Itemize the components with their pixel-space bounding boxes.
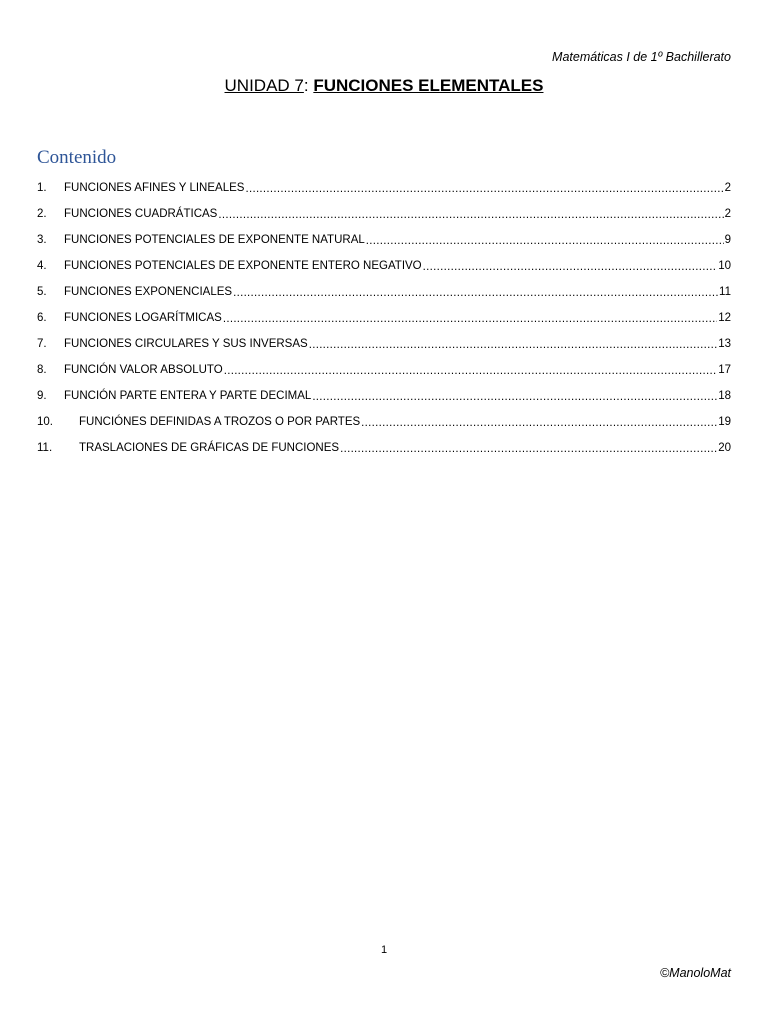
toc-dot-leader <box>340 443 717 455</box>
toc-dot-leader <box>223 313 717 325</box>
toc-entry-title[interactable]: FUNCIÓN VALOR ABSOLUTO <box>64 364 223 376</box>
toc-dot-leader <box>224 365 718 377</box>
toc-entry-title[interactable]: FUNCIONES AFINES Y LINEALES <box>64 182 245 194</box>
toc-entry-page[interactable]: 2 <box>724 208 731 220</box>
toc-entry-title[interactable]: FUNCIONES POTENCIALES DE EXPONENTE ENTERO NEGATIVO <box>64 260 422 272</box>
toc-entry[interactable] <box>37 227 731 253</box>
toc-entry[interactable] <box>37 253 731 279</box>
toc-entry-number: 10. <box>37 416 53 428</box>
toc-entry[interactable] <box>37 175 731 201</box>
toc-entry-title[interactable]: FUNCIONES LOGARÍTMICAS <box>64 312 222 324</box>
toc-entry-number: 11. <box>37 442 53 454</box>
toc-entry[interactable] <box>37 305 731 331</box>
toc-dot-leader <box>218 209 723 221</box>
toc-entry[interactable] <box>37 279 731 305</box>
toc-entry-number: 3. <box>37 234 47 246</box>
toc-dot-leader <box>423 261 718 273</box>
table-of-contents <box>37 175 731 461</box>
toc-entry-number: 4. <box>37 260 47 272</box>
toc-entry-number: 5. <box>37 286 47 298</box>
copyright-footer: ©ManoloMat <box>659 966 731 980</box>
toc-entry-page[interactable]: 13 <box>718 338 731 350</box>
toc-entry-number: 6. <box>37 312 47 324</box>
toc-entry[interactable] <box>37 331 731 357</box>
title-topic: FUNCIONES ELEMENTALES <box>313 76 544 95</box>
toc-dot-leader <box>233 287 718 299</box>
toc-entry-page[interactable]: 10 <box>718 260 731 272</box>
toc-entry-title[interactable]: FUNCIONES CIRCULARES Y SUS INVERSAS <box>64 338 308 350</box>
page-number: 1 <box>380 944 388 956</box>
toc-entry-number: 2. <box>37 208 47 220</box>
toc-entry[interactable] <box>37 201 731 227</box>
toc-entry-page[interactable]: 9 <box>724 234 731 246</box>
toc-dot-leader <box>366 235 724 247</box>
toc-entry-title[interactable]: FUNCIONES EXPONENCIALES <box>64 286 233 298</box>
toc-dot-leader <box>361 417 717 429</box>
document-header: Matemáticas I de 1º Bachillerato <box>552 50 731 64</box>
toc-entry-number: 8. <box>37 364 47 376</box>
toc-entry-page[interactable]: 17 <box>718 364 731 376</box>
title-separator: : <box>303 76 309 95</box>
toc-entry-page[interactable]: 11 <box>719 286 731 298</box>
toc-dot-leader <box>245 183 723 195</box>
toc-dot-leader <box>312 391 717 403</box>
toc-entry-page[interactable]: 2 <box>724 182 731 194</box>
toc-entry-page[interactable]: 18 <box>718 390 731 402</box>
toc-entry-title[interactable]: FUNCIONES CUADRÁTICAS <box>64 208 218 220</box>
toc-entry[interactable] <box>37 383 731 409</box>
toc-entry[interactable] <box>37 409 731 435</box>
toc-entry-number: 1. <box>37 182 47 194</box>
toc-entry-page[interactable]: 12 <box>718 312 731 324</box>
contents-heading: Contenido <box>37 147 117 168</box>
toc-entry-title[interactable]: FUNCIONES POTENCIALES DE EXPONENTE NATURAL <box>64 234 365 246</box>
toc-entry[interactable] <box>37 357 731 383</box>
toc-dot-leader <box>309 339 718 351</box>
toc-entry-title[interactable]: FUNCIÓN PARTE ENTERA Y PARTE DECIMAL <box>64 390 312 402</box>
page-title <box>0 76 768 96</box>
toc-entry-number: 7. <box>37 338 47 350</box>
title-unit: UNIDAD 7 <box>224 76 304 95</box>
toc-entry-title[interactable]: TRASLACIONES DE GRÁFICAS DE FUNCIONES <box>79 442 340 454</box>
toc-entry-title[interactable]: FUNCIÓNES DEFINIDAS A TROZOS O POR PARTES <box>79 416 361 428</box>
toc-entry[interactable] <box>37 435 731 461</box>
toc-entry-page[interactable]: 20 <box>718 442 731 454</box>
toc-entry-number: 9. <box>37 390 47 402</box>
toc-entry-page[interactable]: 19 <box>718 416 731 428</box>
